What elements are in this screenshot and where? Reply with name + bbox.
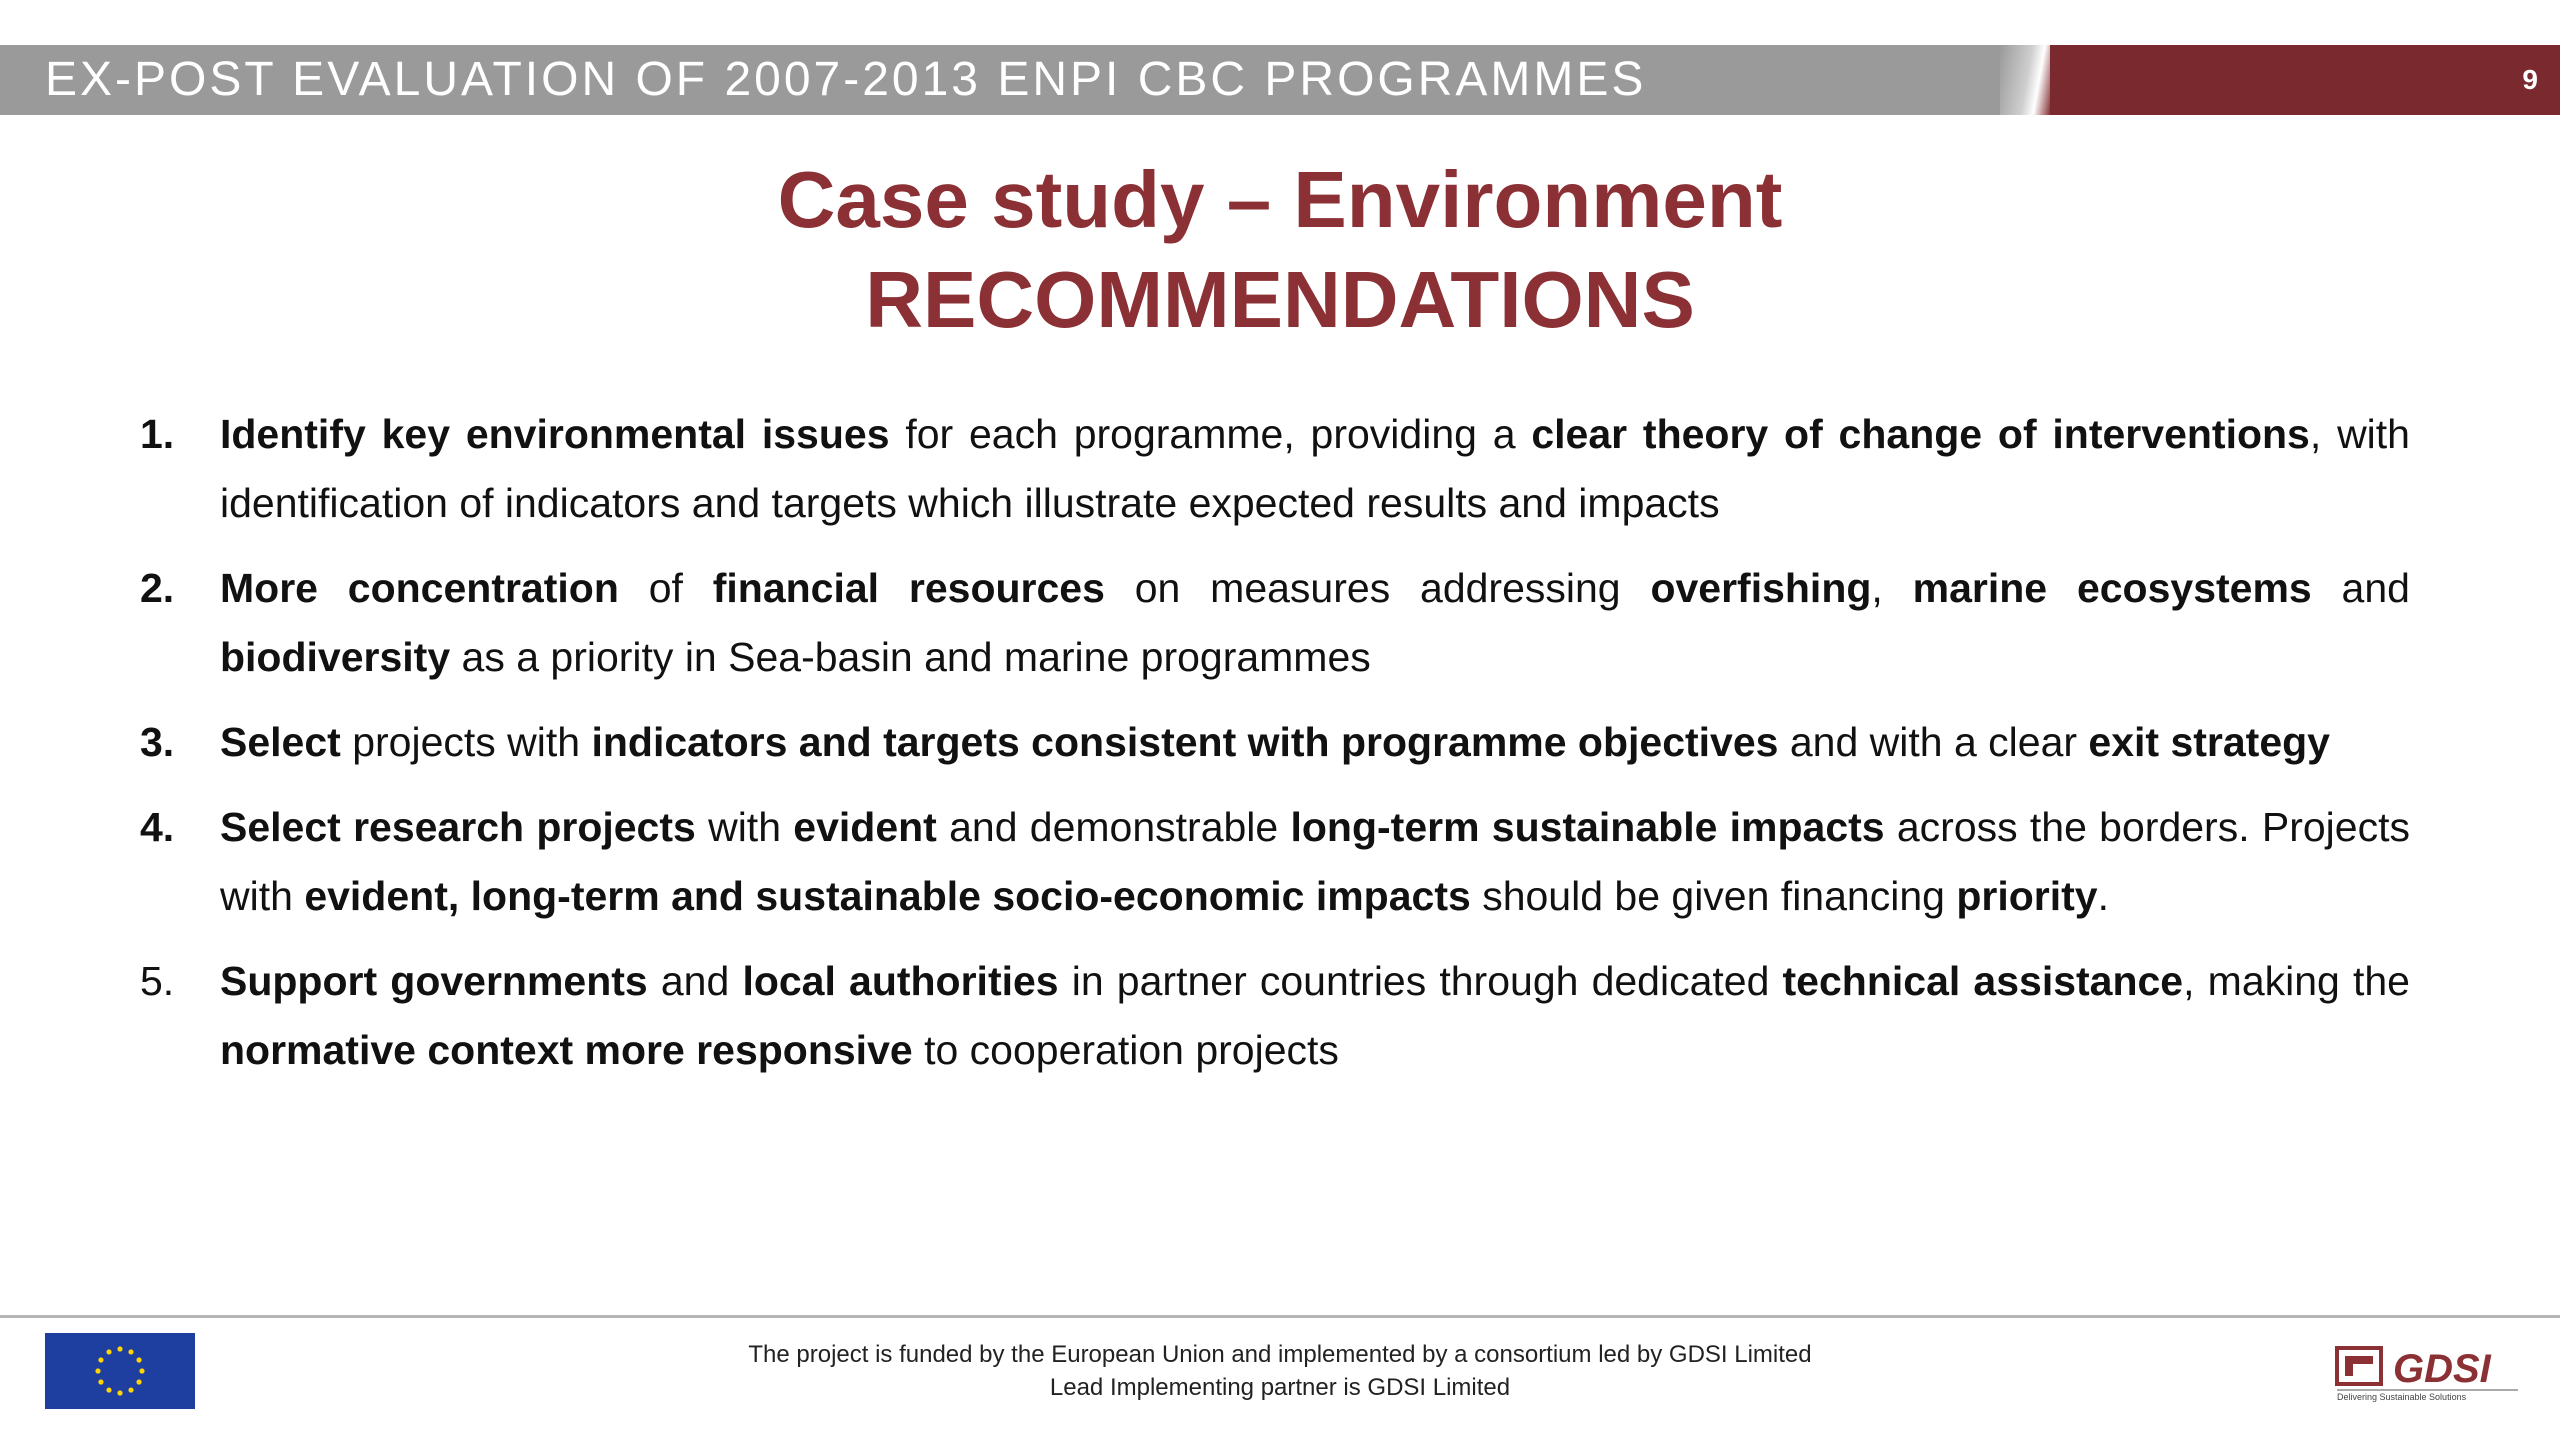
slide-title — [0, 150, 2560, 350]
footer-divider — [0, 1315, 2560, 1318]
recommendation-text: and with a clear — [1778, 719, 2089, 765]
recommendation-text: to cooperation projects — [912, 1027, 1339, 1073]
gdsi-logo — [2335, 1340, 2520, 1406]
recommendation-text: with — [695, 804, 794, 850]
recommendation-emphasis: biodiversity — [220, 634, 451, 680]
recommendation-number: 2. — [140, 565, 175, 611]
recommendation-emphasis: financial resources — [712, 565, 1105, 611]
recommendation-item — [140, 947, 2410, 1085]
slide-title-line2: RECOMMENDATIONS — [865, 255, 1695, 344]
recommendation-emphasis: long-term sustainable impacts — [1290, 804, 1885, 850]
recommendation-emphasis: normative context more responsive — [220, 1027, 913, 1073]
recommendation-emphasis: Identify key environmental issues — [220, 411, 890, 457]
recommendation-text: and — [2311, 565, 2410, 611]
recommendation-text: on measures addressing — [1104, 565, 1651, 611]
recommendation-emphasis: Support governments — [220, 958, 648, 1004]
recommendation-text: and — [647, 958, 743, 1004]
recommendation-item — [140, 554, 2410, 692]
recommendation-text: for each programme, providing a — [889, 411, 1532, 457]
recommendation-number: 1. — [140, 411, 175, 457]
recommendation-text: and demonstrable — [936, 804, 1291, 850]
recommendation-item — [140, 400, 2410, 538]
gdsi-logo-tagline: Delivering Sustainable Solutions — [2337, 1392, 2467, 1402]
recommendation-emphasis: evident, long-term and sustainable socio-economic impacts — [304, 873, 1471, 919]
recommendation-number: 3. — [140, 719, 175, 765]
recommendation-text: of — [618, 565, 713, 611]
recommendation-text: , — [1871, 565, 1913, 611]
recommendation-emphasis: local authorities — [742, 958, 1059, 1004]
recommendation-text: across the borders. Projects with — [220, 804, 2410, 919]
recommendations-list — [140, 400, 2410, 1101]
footer-funding-line: The project is funded by the European Union and implemented by a consortium led by GDSI Limited — [748, 1341, 1812, 1368]
recommendation-text: , making the — [2183, 958, 2410, 1004]
recommendation-emphasis: Select — [220, 719, 341, 765]
recommendation-number: 4. — [140, 804, 175, 850]
recommendation-item — [140, 793, 2410, 931]
gdsi-logo-wordmark: GDSI — [2393, 1347, 2491, 1391]
footer-partner-line: Lead Implementing partner is GDSI Limited — [1049, 1374, 1511, 1401]
slide-title-line1: Case study – Environment — [777, 155, 1783, 244]
header-title: EX-POST EVALUATION OF 2007-2013 ENPI CBC PROGRAMMES — [45, 53, 1647, 106]
recommendation-emphasis: evident — [793, 804, 937, 850]
recommendation-emphasis: marine ecosystems — [1912, 565, 2312, 611]
recommendation-item — [140, 708, 2410, 777]
recommendation-text: projects with — [340, 719, 592, 765]
page-number: 9 — [2522, 64, 2538, 95]
recommendation-text: should be given financing — [1470, 873, 1957, 919]
recommendation-emphasis: indicators and targets consistent with programme objectives — [591, 719, 1779, 765]
recommendation-emphasis: overfishing — [1650, 565, 1872, 611]
recommendation-text: . — [2097, 873, 2109, 919]
recommendation-emphasis: More concentration — [220, 565, 619, 611]
recommendation-text: , with identification of indicators and targets which illustrate expected results and impacts — [220, 411, 2410, 526]
recommendation-emphasis: exit strategy — [2088, 719, 2330, 765]
recommendation-emphasis: technical assistance — [1782, 958, 2184, 1004]
recommendation-text: as a priority in Sea-basin and marine programmes — [450, 634, 1371, 680]
recommendation-text: in partner countries through dedicated — [1058, 958, 1783, 1004]
recommendation-number: 5. — [140, 958, 175, 1004]
recommendation-emphasis: Select research projects — [220, 804, 696, 850]
recommendation-emphasis: priority — [1956, 873, 2098, 919]
header-accent — [2050, 45, 2560, 115]
footer-text — [0, 1338, 2560, 1404]
recommendation-emphasis: clear theory of change of interventions — [1531, 411, 2310, 457]
